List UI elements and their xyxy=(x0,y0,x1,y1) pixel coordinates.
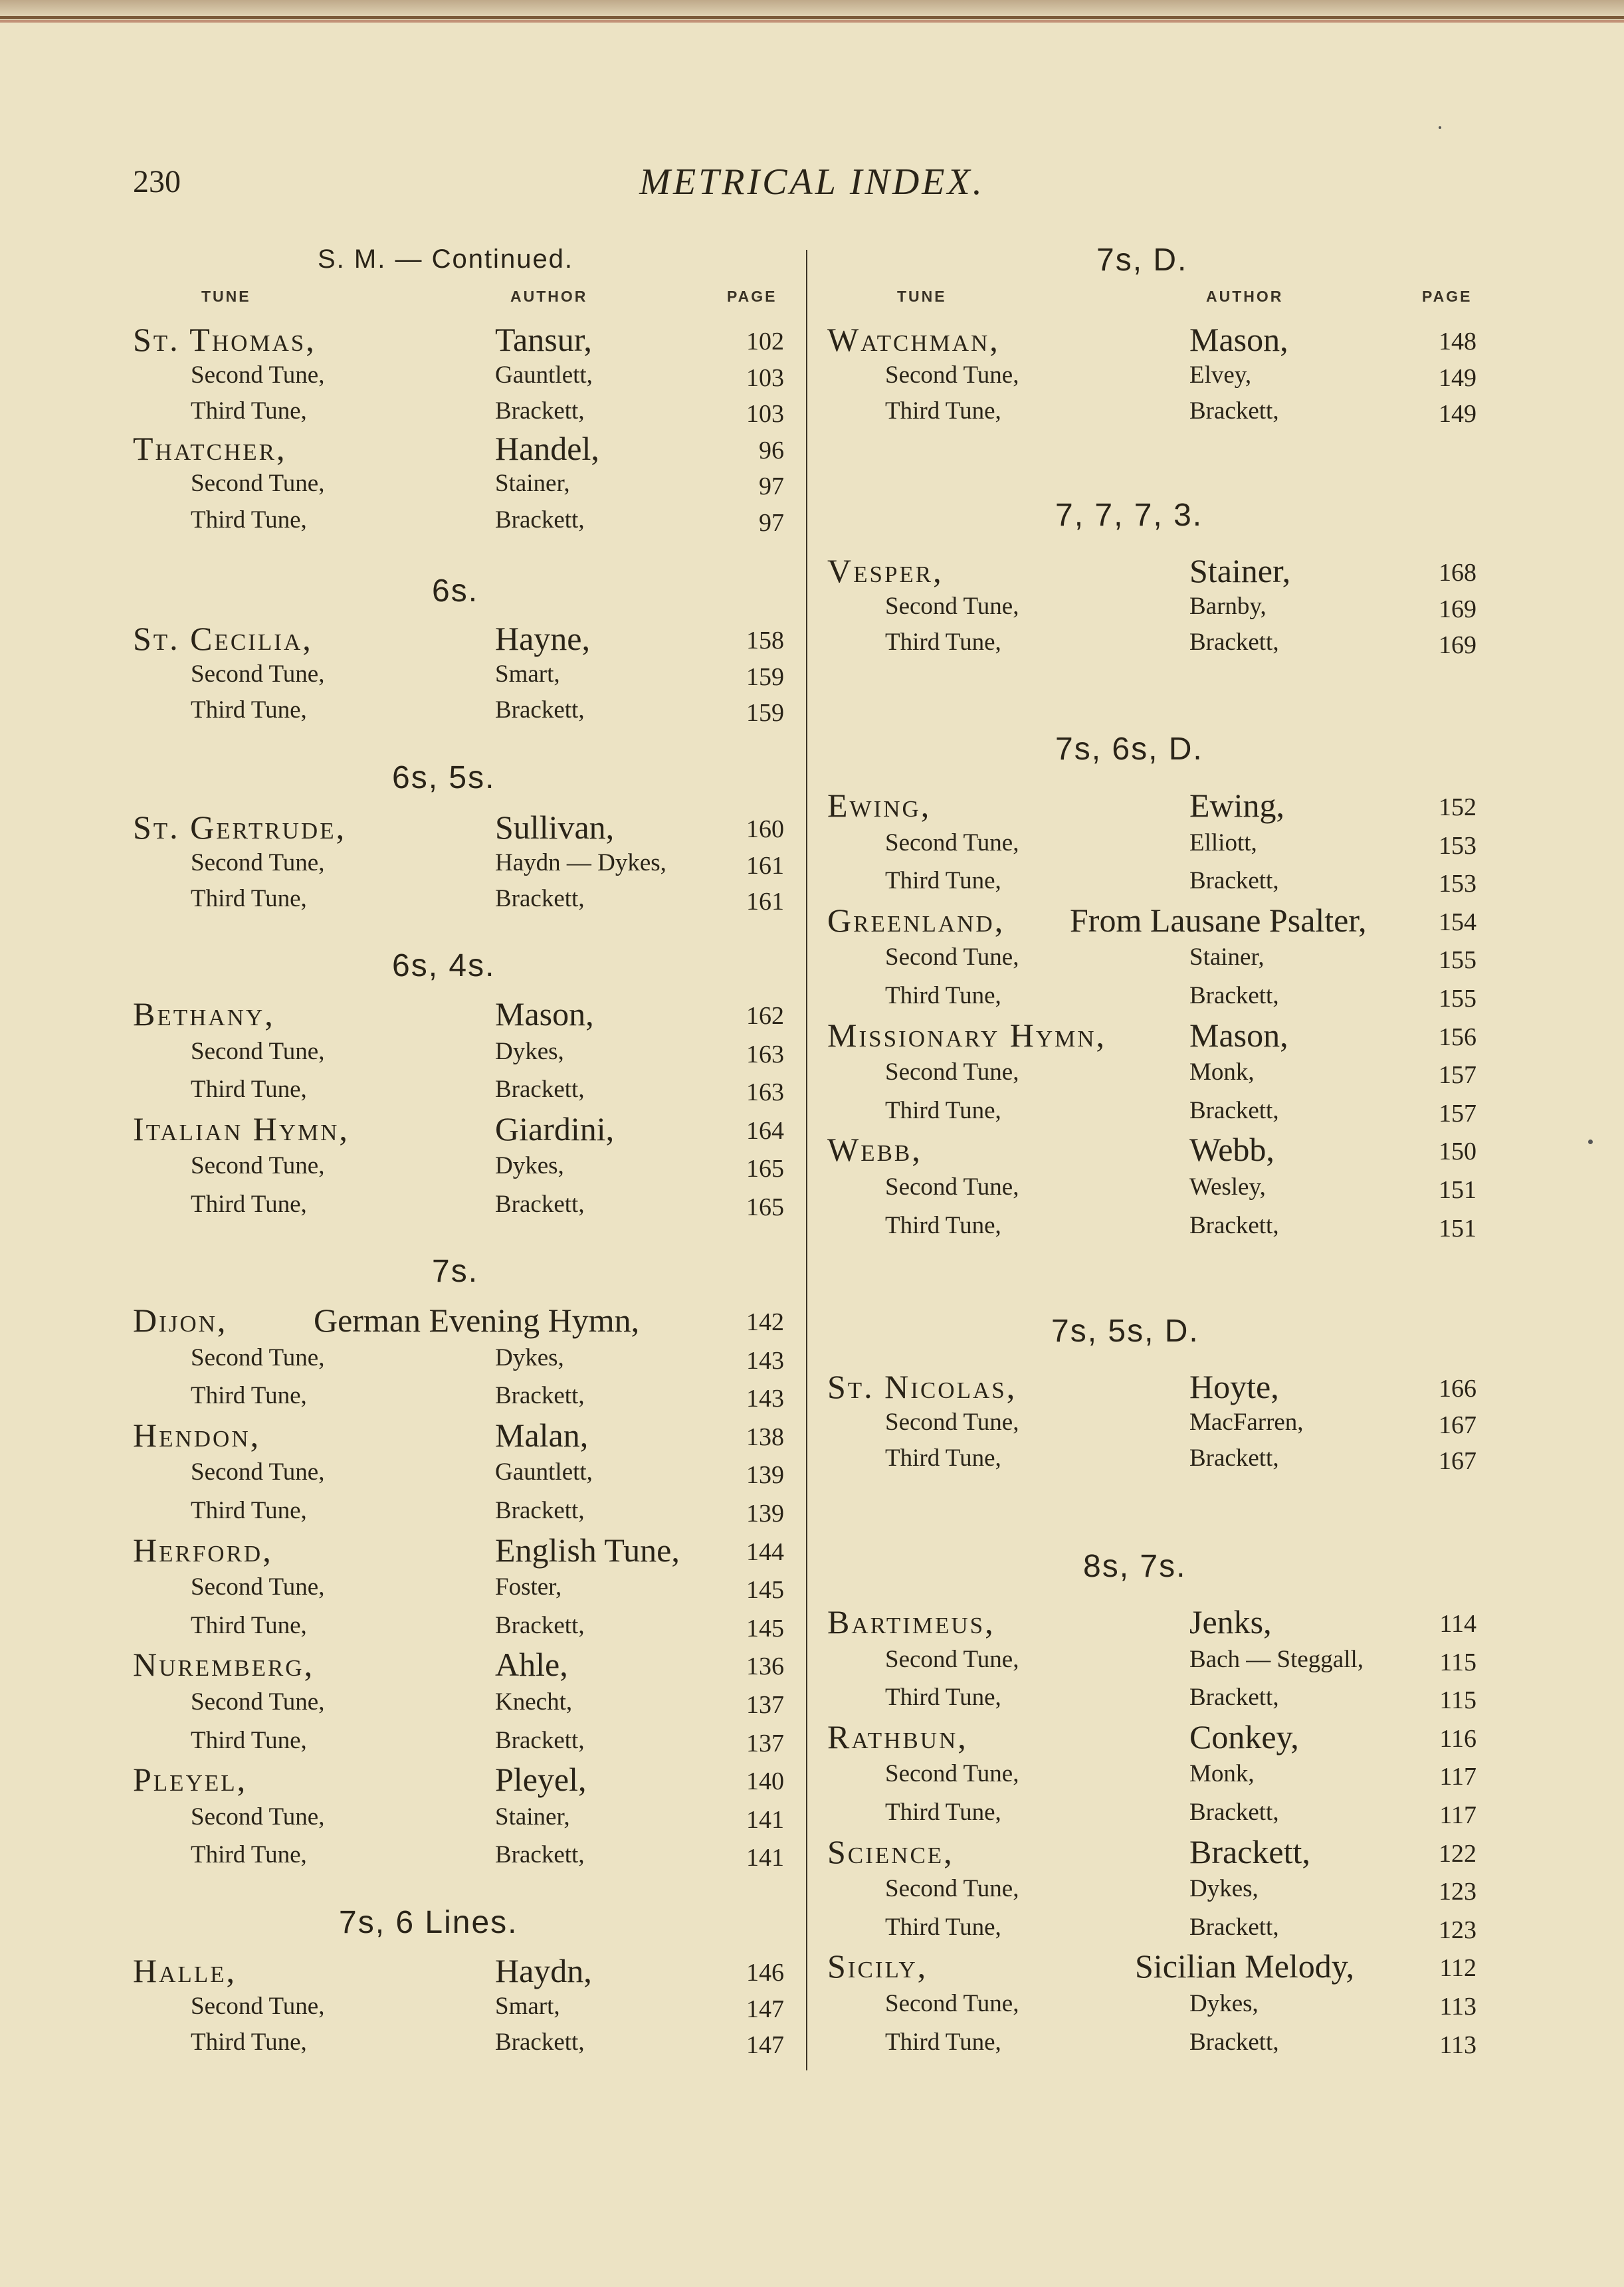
tune-name: Halle, xyxy=(133,1952,237,1989)
tune-name: Second Tune, xyxy=(191,1688,325,1716)
tune-name: Second Tune, xyxy=(191,1458,325,1486)
tune-name: St. Nicolas, xyxy=(827,1368,1017,1405)
paper-speck xyxy=(1588,1140,1593,1144)
tune-name: Second Tune, xyxy=(885,361,1019,389)
author-name: Elvey, xyxy=(1189,361,1252,389)
page-ref: 145 xyxy=(746,1614,784,1642)
tune-name: Third Tune, xyxy=(885,1913,1001,1941)
tune-name: Third Tune, xyxy=(885,867,1001,895)
page-ref: 148 xyxy=(1439,328,1476,355)
page-ref: 143 xyxy=(746,1346,784,1375)
page-ref: 165 xyxy=(746,1155,784,1183)
tune-name: Science, xyxy=(827,1833,954,1870)
page-ref: 169 xyxy=(1439,631,1476,660)
author-name: Haydn, xyxy=(495,1952,592,1989)
author-name: Dykes, xyxy=(1189,1875,1259,1903)
author-name: German Evening Hymn, xyxy=(314,1302,640,1339)
tune-name: Vesper, xyxy=(827,552,944,589)
page-ref: 153 xyxy=(1439,870,1476,898)
page-ref: 140 xyxy=(746,1767,784,1796)
tune-name: Sicily, xyxy=(827,1947,928,1985)
author-name: Brackett, xyxy=(1189,629,1279,656)
author-name: Stainer, xyxy=(495,470,570,498)
tune-name: Second Tune, xyxy=(191,1152,325,1180)
author-name: Mason, xyxy=(1189,1016,1288,1054)
page-ref: 147 xyxy=(746,1995,784,2023)
tune-name: Rathbun, xyxy=(827,1718,968,1755)
author-name: Gauntlett, xyxy=(495,361,593,389)
tune-name: Second Tune, xyxy=(191,660,325,688)
author-name: Jenks, xyxy=(1189,1603,1272,1641)
author-name: Brackett, xyxy=(1189,1913,1279,1941)
page-ref: 161 xyxy=(746,888,784,916)
page-ref: 117 xyxy=(1439,1801,1476,1829)
author-name: Brackett, xyxy=(1189,1096,1279,1124)
page-ref: 165 xyxy=(746,1193,784,1221)
tune-name: Second Tune, xyxy=(885,1173,1019,1201)
page-ref: 158 xyxy=(746,627,784,654)
section-heading-7s-6-lines: 7s, 6 Lines. xyxy=(339,1905,518,1940)
tune-name: Third Tune, xyxy=(885,629,1001,656)
page-ref: 166 xyxy=(1439,1375,1476,1403)
author-name: Hayne, xyxy=(495,620,590,657)
tune-name: Second Tune, xyxy=(191,1037,325,1065)
page-ref: 154 xyxy=(1439,908,1476,936)
tune-name: Second Tune, xyxy=(191,1573,325,1601)
running-head: METRICAL INDEX. xyxy=(639,161,985,203)
tune-name: Pleyel, xyxy=(133,1761,248,1799)
author-name: Stainer, xyxy=(495,1803,570,1831)
author-name: Brackett, xyxy=(495,397,585,425)
tune-name: Second Tune, xyxy=(191,1803,325,1831)
author-name: MacFarren, xyxy=(1189,1408,1304,1436)
page-ref: 162 xyxy=(746,1002,784,1030)
tune-name: Third Tune, xyxy=(885,1799,1001,1826)
author-name: Brackett, xyxy=(1189,1799,1279,1826)
tune-name: Thatcher, xyxy=(133,429,287,467)
page-ref: 97 xyxy=(759,509,784,537)
tune-name: Second Tune, xyxy=(885,592,1019,620)
page-ref: 159 xyxy=(746,662,784,691)
tune-name: Watchman, xyxy=(827,321,1000,358)
section-heading-7-7-7-3: 7, 7, 7, 3. xyxy=(1055,498,1203,533)
tune-name: Third Tune, xyxy=(191,1191,307,1218)
col-header-author-right: AUTHOR xyxy=(1206,288,1284,305)
page-ref: 152 xyxy=(1439,793,1476,821)
section-heading-7s-6s-d: 7s, 6s, D. xyxy=(1055,732,1203,767)
page-ref: 103 xyxy=(746,363,784,392)
col-header-page: PAGE xyxy=(727,288,777,305)
tune-name: Third Tune, xyxy=(191,1611,307,1639)
author-name: Brackett, xyxy=(1189,867,1279,895)
tune-name: Third Tune, xyxy=(885,1211,1001,1239)
author-name: Dykes, xyxy=(495,1037,564,1065)
tune-name: Hendon, xyxy=(133,1416,261,1454)
page-ref: 139 xyxy=(746,1461,784,1490)
tune-name: Second Tune, xyxy=(885,944,1019,971)
tune-name: Second Tune, xyxy=(885,829,1019,856)
page-ref: 160 xyxy=(746,815,784,843)
tune-name: Third Tune, xyxy=(885,397,1001,425)
page-ref: 167 xyxy=(1439,1447,1476,1476)
page-ref: 97 xyxy=(759,472,784,501)
author-name: Bach — Steggall, xyxy=(1189,1645,1364,1673)
tune-name: St. Gertrude, xyxy=(133,809,347,846)
tune-name: St. Cecilia, xyxy=(133,620,313,657)
page-ref: 164 xyxy=(746,1116,784,1145)
tune-name: Ewing, xyxy=(827,787,932,824)
page-ref: 123 xyxy=(1439,1878,1476,1906)
tune-name: Third Tune, xyxy=(191,397,307,425)
author-name: Sicilian Melody, xyxy=(1135,1947,1355,1985)
author-name: English Tune, xyxy=(495,1531,680,1569)
col-header-tune-right: TUNE xyxy=(897,288,947,305)
author-name: Monk, xyxy=(1189,1760,1255,1788)
author-name: Brackett, xyxy=(1189,1833,1310,1870)
page-ref: 163 xyxy=(746,1040,784,1068)
page-ref: 102 xyxy=(746,328,784,355)
tune-name: St. Thomas, xyxy=(133,321,316,358)
author-name: Foster, xyxy=(495,1573,562,1601)
tune-name: Second Tune, xyxy=(885,1760,1019,1788)
tune-name: Italian Hymn, xyxy=(133,1110,350,1147)
page-ref: 169 xyxy=(1439,595,1476,623)
section-heading-8s-7s: 8s, 7s. xyxy=(1083,1549,1187,1584)
tune-name: Second Tune, xyxy=(885,1645,1019,1673)
tune-name: Third Tune, xyxy=(885,1096,1001,1124)
author-name: Malan, xyxy=(495,1416,589,1454)
author-name: Dykes, xyxy=(495,1343,564,1371)
page-ref: 163 xyxy=(746,1078,784,1107)
page-ref: 157 xyxy=(1439,1099,1476,1128)
tune-name: Second Tune, xyxy=(191,1992,325,2020)
tune-name: Third Tune, xyxy=(191,1841,307,1869)
author-name: Brackett, xyxy=(495,1497,585,1524)
page-ref: 144 xyxy=(746,1538,784,1566)
section-heading-6s-4s: 6s, 4s. xyxy=(392,948,496,983)
col-header-page-right: PAGE xyxy=(1422,288,1472,305)
tune-name: Bethany, xyxy=(133,995,275,1033)
tune-name: Missionary Hymn, xyxy=(827,1016,1106,1054)
page-ref: 123 xyxy=(1439,1916,1476,1944)
tune-name: Second Tune, xyxy=(191,1343,325,1371)
page-ref: 168 xyxy=(1439,559,1476,587)
author-name: Smart, xyxy=(495,1992,560,2020)
author-name: Elliott, xyxy=(1189,829,1257,856)
section-heading-6s-5s: 6s, 5s. xyxy=(392,760,496,795)
page-ref: 136 xyxy=(746,1652,784,1681)
author-name: Handel, xyxy=(495,429,599,467)
section-heading-7s: 7s. xyxy=(432,1254,479,1289)
section-heading-6s: 6s. xyxy=(432,573,479,609)
author-name: Brackett, xyxy=(495,1611,585,1639)
author-name: Brackett, xyxy=(1189,1684,1279,1712)
tune-name: Greenland, xyxy=(827,901,1005,939)
page-ref: 146 xyxy=(746,1959,784,1987)
page-ref: 117 xyxy=(1439,1763,1476,1791)
page-ref: 155 xyxy=(1439,985,1476,1013)
page-ref: 115 xyxy=(1439,1648,1476,1676)
author-name: Hoyte, xyxy=(1189,1368,1279,1405)
author-name: Monk, xyxy=(1189,1058,1255,1086)
page-ref: 147 xyxy=(746,2031,784,2060)
tune-name: Third Tune, xyxy=(885,2028,1001,2056)
page-ref: 141 xyxy=(746,1844,784,1872)
page-ref: 139 xyxy=(746,1500,784,1528)
page-number: 230 xyxy=(133,164,181,199)
column-divider xyxy=(806,250,807,2070)
author-name: Brackett, xyxy=(495,1841,585,1869)
page-ref: 149 xyxy=(1439,363,1476,392)
author-name: Brackett, xyxy=(495,1191,585,1218)
author-name: Brackett, xyxy=(495,1076,585,1104)
page-ref: 141 xyxy=(746,1805,784,1834)
page-ref: 115 xyxy=(1439,1686,1476,1715)
tune-name: Third Tune, xyxy=(885,1444,1001,1472)
page-ref: 137 xyxy=(746,1729,784,1757)
page-ref: 151 xyxy=(1439,1176,1476,1204)
author-name: Knecht, xyxy=(495,1688,573,1716)
author-name: Pleyel, xyxy=(495,1761,587,1799)
author-name: Mason, xyxy=(1189,321,1288,358)
author-name: Brackett, xyxy=(495,2029,585,2056)
page-ref: 149 xyxy=(1439,400,1476,429)
author-name: Sullivan, xyxy=(495,809,615,846)
page-ref: 103 xyxy=(746,400,784,429)
author-name: Ahle, xyxy=(495,1646,568,1684)
author-name: Conkey, xyxy=(1189,1718,1299,1755)
col-header-author: AUTHOR xyxy=(510,288,588,305)
section-heading-sm-continued: S. M. — Continued. xyxy=(318,245,574,274)
author-name: Stainer, xyxy=(1189,552,1291,589)
section-heading-7s-5s-d: 7s, 5s, D. xyxy=(1051,1314,1199,1349)
tune-name: Third Tune, xyxy=(191,885,307,913)
author-name: Haydn — Dykes, xyxy=(495,848,666,876)
page-ref: 113 xyxy=(1439,1993,1476,2021)
author-name: Gauntlett, xyxy=(495,1458,593,1486)
page-ref: 150 xyxy=(1439,1138,1476,1166)
author-name: Barnby, xyxy=(1189,592,1267,620)
page-ref: 157 xyxy=(1439,1061,1476,1090)
tune-name: Second Tune, xyxy=(885,1058,1019,1086)
author-name: Brackett, xyxy=(1189,2028,1279,2056)
author-name: Brackett, xyxy=(495,696,585,724)
tune-name: Third Tune, xyxy=(191,1076,307,1104)
page-ref: 137 xyxy=(746,1691,784,1719)
page-ref: 114 xyxy=(1439,1610,1476,1638)
tune-name: Second Tune, xyxy=(885,1408,1019,1436)
author-name: Brackett, xyxy=(495,1726,585,1754)
author-name: Brackett, xyxy=(1189,1211,1279,1239)
author-name: Brackett, xyxy=(1189,397,1279,425)
tune-name: Dijon, xyxy=(133,1302,228,1339)
author-name: Brackett, xyxy=(495,885,585,913)
tune-name: Nuremberg, xyxy=(133,1646,315,1684)
tune-name: Third Tune, xyxy=(191,1497,307,1524)
tune-name: Bartimeus, xyxy=(827,1603,995,1641)
page-ref: 116 xyxy=(1439,1724,1476,1753)
page-ref: 96 xyxy=(759,436,784,464)
top-rule xyxy=(0,16,1624,19)
paper-speck xyxy=(1439,126,1441,129)
tune-name: Herford, xyxy=(133,1531,273,1569)
page-ref: 143 xyxy=(746,1385,784,1413)
page-ref: 156 xyxy=(1439,1023,1476,1051)
page-ref: 159 xyxy=(746,699,784,728)
page-ref: 112 xyxy=(1439,1954,1476,1983)
page-ref: 153 xyxy=(1439,831,1476,860)
col-header-tune: TUNE xyxy=(201,288,251,305)
author-name: Brackett, xyxy=(1189,982,1279,1009)
author-name: Stainer, xyxy=(1189,944,1265,971)
author-name: Ewing, xyxy=(1189,787,1285,824)
tune-name: Third Tune, xyxy=(191,506,307,534)
page-ref: 122 xyxy=(1439,1839,1476,1868)
author-name: Brackett, xyxy=(1189,1444,1279,1472)
author-name: Wesley, xyxy=(1189,1173,1266,1201)
tune-name: Second Tune, xyxy=(191,470,325,498)
author-name: Brackett, xyxy=(495,1382,585,1410)
page-ref: 145 xyxy=(746,1576,784,1605)
page-ref: 138 xyxy=(746,1423,784,1451)
tune-name: Second Tune, xyxy=(191,361,325,389)
author-name: Webb, xyxy=(1189,1131,1274,1169)
tune-name: Second Tune, xyxy=(885,1990,1019,2017)
tune-name: Second Tune, xyxy=(191,848,325,876)
author-name: Brackett, xyxy=(495,506,585,534)
tune-name: Third Tune, xyxy=(191,1726,307,1754)
section-heading-7s-d: 7s, D. xyxy=(1096,243,1188,278)
author-name: Tansur, xyxy=(495,321,592,358)
tune-name: Second Tune, xyxy=(885,1875,1019,1903)
top-rule-red xyxy=(0,20,1624,23)
tune-name: Third Tune, xyxy=(191,696,307,724)
author-name: Giardini, xyxy=(495,1110,615,1147)
author-name: From Lausane Psalter, xyxy=(1070,901,1367,939)
tune-name: Third Tune, xyxy=(885,982,1001,1009)
author-name: Dykes, xyxy=(1189,1990,1259,2017)
author-name: Dykes, xyxy=(495,1152,564,1180)
page-ref: 142 xyxy=(746,1308,784,1336)
page-ref: 161 xyxy=(746,851,784,880)
tune-name: Third Tune, xyxy=(885,1684,1001,1712)
page-ref: 151 xyxy=(1439,1214,1476,1243)
page-ref: 155 xyxy=(1439,946,1476,975)
tune-name: Third Tune, xyxy=(191,1382,307,1410)
tune-name: Webb, xyxy=(827,1131,922,1169)
page-ref: 167 xyxy=(1439,1411,1476,1439)
page-ref: 113 xyxy=(1439,2031,1476,2059)
tune-name: Third Tune, xyxy=(191,2029,307,2056)
author-name: Mason, xyxy=(495,995,594,1033)
author-name: Smart, xyxy=(495,660,560,688)
